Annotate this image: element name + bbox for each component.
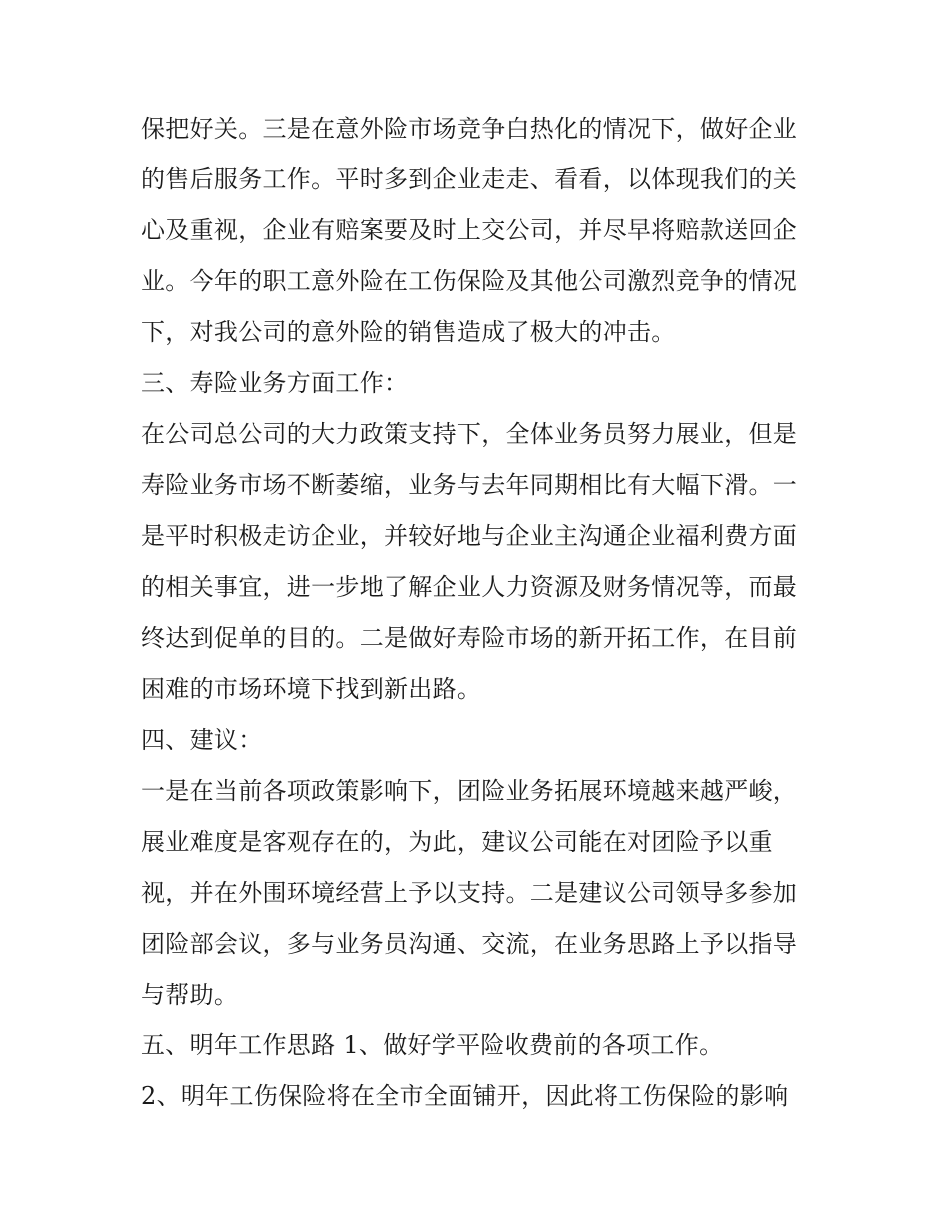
section-heading: 三、寿险业务方面工作： bbox=[141, 369, 409, 397]
section-heading: 四、建议： bbox=[141, 726, 263, 754]
text-line: 寿险业务市场不断萎缩，业务与去年同期相比有大幅下滑。一 bbox=[141, 471, 798, 499]
text-line: 在公司总公司的大力政策支持下，全体业务员努力展业，但是 bbox=[141, 420, 798, 448]
text-line: 一是在当前各项政策影响下，团险业务拓展环境越来越严峻， bbox=[141, 777, 798, 805]
text-line: 下，对我公司的意外险的销售造成了极大的冲击。 bbox=[141, 318, 676, 346]
text-line: 视，并在外围环境经营上予以支持。二是建议公司领导多参加 bbox=[141, 879, 798, 907]
text-line: 的相关事宜，进一步地了解企业人力资源及财务情况等，而最 bbox=[141, 573, 798, 601]
section-heading: 五、明年工作思路 1、做好学平险收费前的各项工作。 bbox=[141, 1031, 724, 1059]
text-line: 展业难度是客观存在的，为此，建议公司能在对团险予以重 bbox=[141, 828, 773, 856]
text-line: 困难的市场环境下找到新出路。 bbox=[141, 675, 482, 703]
text-line: 业。今年的职工意外险在工伤保险及其他公司激烈竞争的情况 bbox=[141, 267, 798, 295]
text-line: 是平时积极走访企业，并较好地与企业主沟通企业福利费方面 bbox=[141, 522, 798, 550]
text-line: 与帮助。 bbox=[141, 981, 239, 1009]
text-line: 终达到促单的目的。二是做好寿险市场的新开拓工作，在目前 bbox=[141, 624, 798, 652]
text-line: 心及重视，企业有赔案要及时上交公司，并尽早将赔款送回企 bbox=[141, 216, 798, 244]
text-line: 保把好关。三是在意外险市场竞争白热化的情况下，做好企业 bbox=[141, 115, 798, 143]
text-line: 2、明年工伤保险将在全市全面铺开，因此将工伤保险的影响 bbox=[141, 1082, 789, 1110]
text-line: 的售后服务工作。平时多到企业走走、看看，以体现我们的关 bbox=[141, 165, 798, 193]
text-line: 团险部会议，多与业务员沟通、交流，在业务思路上予以指导 bbox=[141, 930, 798, 958]
